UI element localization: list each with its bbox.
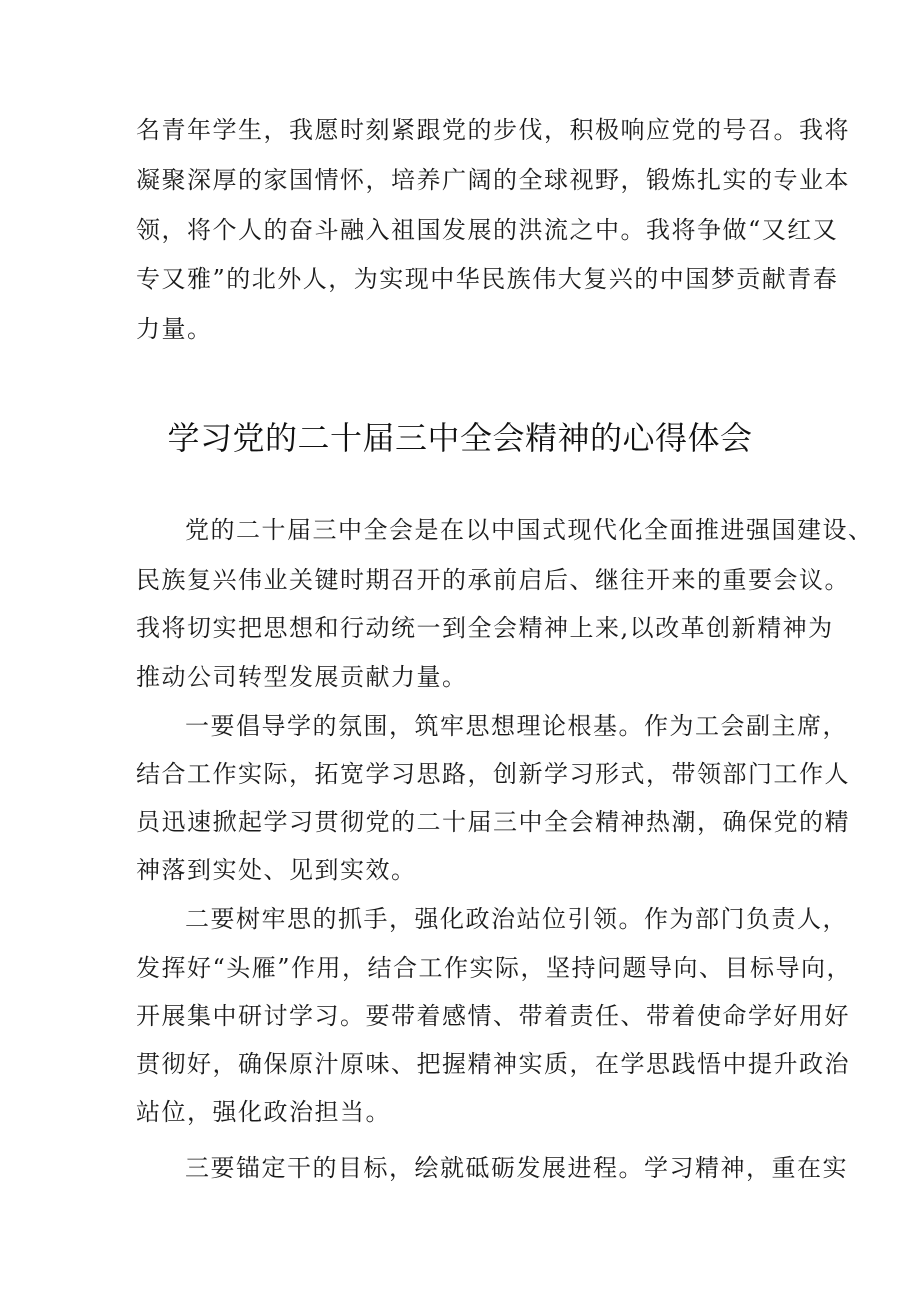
paragraph-2-line-2: 结合工作实际，拓宽学习思路，创新学习形式，带领部门工作人 [136,760,850,788]
page-title: 学习党的二十届三中全会精神的心得体会 [167,419,753,457]
paragraph-3-line-4: 贯彻好，确保原汁原味、把握精神实质，在学思践悟中提升政治 [136,1050,850,1078]
paragraph-1-line-2: 民族复兴伟业关键时期召开的承前启后、继往开来的重要会议。 [136,566,850,594]
paragraph-4-line-1: 三要锚定干的目标，绘就砥砺发展进程。学习精神，重在实 [185,1154,848,1182]
intro-line-3: 领，将个人的奋斗融入祖国发展的洪流之中。我将争做“又红又 [136,216,839,244]
paragraph-3-line-3: 开展集中研讨学习。要带着感情、带着责任、带着使命学好用好 [136,1002,850,1030]
paragraph-1-line-4: 推动公司转型发展贡献力量。 [136,663,468,691]
paragraph-1-line-1: 党的二十届三中全会是在以中国式现代化全面推进强国建设、 [185,516,874,544]
paragraph-2-line-4: 神落到实处、见到实效。 [136,856,417,884]
paragraph-3-line-5: 站位，强化政治担当。 [136,1098,391,1126]
intro-line-4: 专又雅”的北外人，为实现中华民族伟大复兴的中国梦贡献青春 [136,265,839,293]
intro-line-1: 名青年学生，我愿时刻紧跟党的步伐，积极响应党的号召。我将 [136,116,850,144]
paragraph-3-line-2: 发挥好“头雁”作用，结合工作实际，坚持问题导向、目标导向， [136,954,853,982]
paragraph-2-line-1: 一要倡导学的氛围，筑牢思想理论根基。作为工会副主席， [185,712,848,740]
paragraph-2-line-3: 员迅速掀起学习贯彻党的二十届三中全会精神热潮，确保党的精 [136,808,850,836]
paragraph-3-line-1: 二要树牢思的抓手，强化政治站位引领。作为部门负责人， [185,905,848,933]
intro-line-2: 凝聚深厚的家国情怀，培养广阔的全球视野，锻炼扎实的专业本 [136,166,850,194]
paragraph-1-line-3: 我将切实把思想和行动统一到全会精神上来,以改革创新精神为 [136,614,834,642]
intro-line-5: 力量。 [136,315,213,343]
